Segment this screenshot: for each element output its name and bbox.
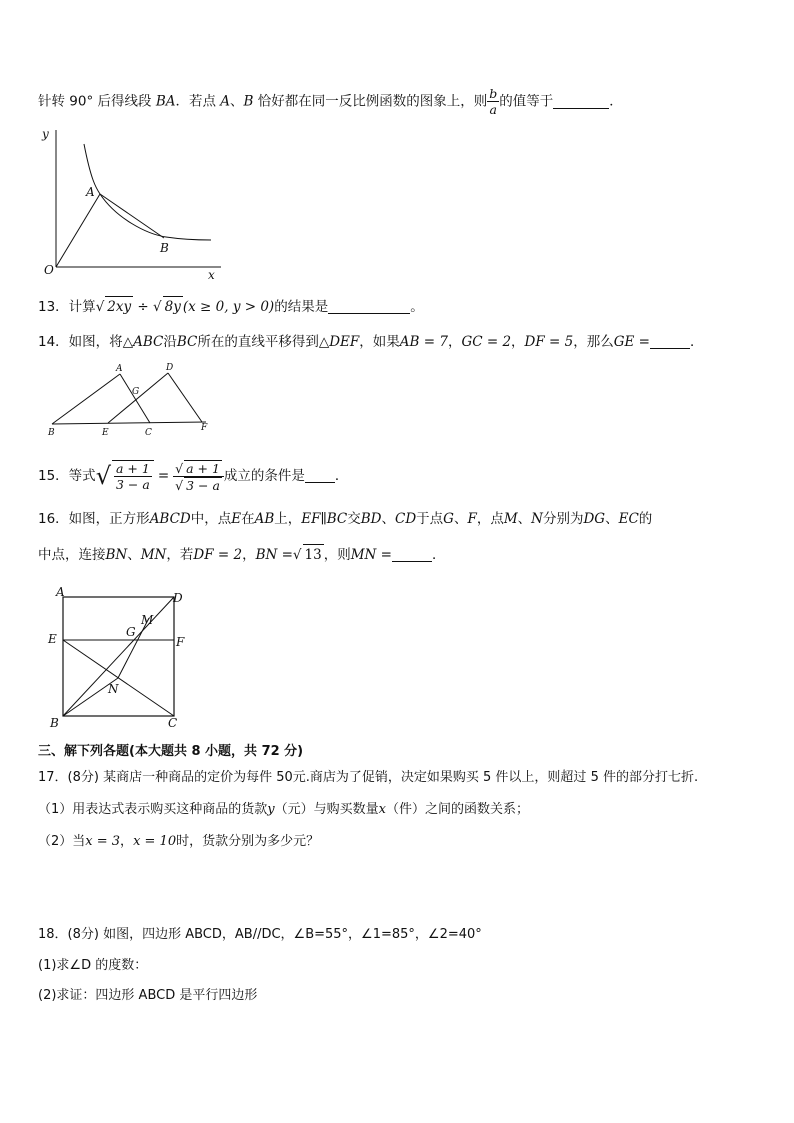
q17-sub-2: [38, 832, 319, 852]
q14-ge: GE =: [613, 334, 650, 350]
q12-text-1: 针转 90° 后得线段: [38, 93, 156, 110]
q12-text-4: 的值等于: [499, 93, 554, 110]
q15-line: [38, 459, 348, 493]
q12-end: ．: [609, 93, 623, 110]
label-a: A: [56, 585, 65, 599]
q16-l2-text-2: ，若: [166, 547, 194, 563]
q17-s1-x: x: [378, 802, 386, 817]
q15-answer-blank[interactable]: [305, 468, 335, 483]
segment-oa: [56, 194, 100, 267]
q16-sep-4: 、: [605, 511, 619, 527]
label-d: D: [166, 363, 174, 373]
q17-s2-text-2: 时，货款分别为多少元？: [176, 834, 320, 849]
q17-s1-y: y: [267, 802, 275, 817]
q16-sep-1: 、: [381, 511, 396, 527]
q16-ec: EC: [618, 511, 639, 527]
q14-comma-1: ，: [447, 334, 462, 350]
q13-radicand-2: 8y: [163, 296, 183, 317]
q15-right-den: 3 − a: [186, 477, 220, 493]
label-n: N: [108, 682, 119, 696]
label-b: B: [50, 716, 59, 730]
label-e: E: [48, 632, 57, 646]
label-b: B: [48, 428, 55, 438]
q13-line: [38, 296, 424, 317]
q16-bn: BN: [105, 547, 128, 563]
q12-point-a: A: [220, 93, 231, 110]
sqrt-sign-icon: √: [292, 547, 302, 563]
q15-end: ．: [334, 468, 349, 484]
q16-ab: AB: [254, 511, 275, 527]
label-a: A: [86, 185, 95, 199]
q16-g: G: [443, 511, 454, 527]
segment-bd: [63, 597, 174, 716]
sqrt-sign-icon: √: [175, 460, 184, 476]
q17-s2-text-1: （2）当: [38, 834, 86, 849]
q17-s2-x3: x = 3: [85, 834, 121, 849]
q14-text-4: ，如果: [359, 334, 400, 350]
q16-text-6: 于点: [416, 511, 444, 527]
q15-left-num: a + 1: [115, 461, 150, 476]
q12-text-3: 恰好都在同一反比例函数的图象上，则: [253, 93, 488, 110]
q15-text-2: 成立的条件是: [223, 468, 305, 484]
base-line-bf: [52, 422, 206, 424]
q16-line-2: [38, 544, 445, 565]
label-d: D: [173, 591, 183, 605]
q15-right-fraction: [173, 460, 224, 493]
q15-left-den: 3 − a: [115, 477, 150, 492]
q16-bd: BD: [360, 511, 382, 527]
q16-mn: MN: [140, 547, 167, 563]
q14-ab: AB = 7: [399, 334, 448, 350]
q14-bc: BC: [176, 334, 198, 350]
q12-sep: 、: [230, 93, 244, 110]
q16-l2-text-1: 中点，连接: [38, 547, 106, 563]
q16-text-9: 的: [638, 511, 653, 527]
q16-bn-eq: BN =: [255, 547, 293, 563]
label-f: F: [201, 423, 208, 433]
q14-figure: [44, 360, 214, 440]
label-c: C: [168, 716, 178, 730]
segment-ab: [100, 194, 164, 238]
q16-sep-3: 、: [517, 511, 532, 527]
q14-text-2: 沿: [163, 334, 177, 350]
q16-text-5: 交: [347, 511, 361, 527]
sqrt-sign-icon: √: [95, 462, 111, 490]
q16-dg: DG: [583, 511, 606, 527]
label-x: x: [208, 268, 215, 280]
q12-fraction-b-over-a: [487, 86, 499, 117]
q16-mn-eq: MN =: [350, 547, 392, 563]
hyperbola-curve: [84, 144, 211, 240]
q12-segment-ba: BA: [155, 93, 176, 110]
q16-text-2: 中，点: [190, 511, 232, 527]
q16-text-1: 16．如图，正方形: [38, 511, 150, 527]
q15-equals: =: [157, 468, 170, 484]
label-f: F: [176, 635, 185, 649]
q14-text-1: 14．如图，将: [38, 334, 123, 350]
q12-figure: [36, 122, 226, 280]
q14-gc: GC = 2: [461, 334, 512, 350]
q15-text-1: 15．等式: [38, 468, 96, 484]
q16-line-1: [38, 509, 652, 529]
q16-l2-text-3: ，则: [323, 547, 351, 563]
q16-text-8: 分别为: [542, 511, 584, 527]
q16-cd: CD: [395, 511, 417, 527]
label-y: y: [42, 127, 49, 141]
sqrt-sign-icon: √: [175, 477, 184, 493]
q16-l2-sep: 、: [127, 547, 141, 563]
q14-triangle-abc: △ABC: [122, 334, 164, 350]
q13-end: 。: [410, 299, 424, 315]
q14-comma-2: ，: [511, 334, 525, 350]
q13-label: 13．计算: [38, 299, 96, 315]
q14-text-5: ，那么: [573, 334, 614, 350]
label-c: C: [145, 428, 152, 438]
q13-answer-blank[interactable]: [328, 299, 410, 314]
q17-sub-1: [38, 800, 529, 820]
q16-square: ABCD: [149, 511, 191, 527]
q13-text: 的结果是: [274, 299, 329, 315]
q12-point-b: B: [243, 93, 254, 110]
q12-frac-den: a: [487, 101, 499, 117]
label-o: O: [44, 263, 54, 277]
label-g: G: [126, 625, 136, 639]
q16-text-4: 上，: [274, 511, 302, 527]
q12-text-2: ．若点: [175, 93, 221, 110]
label-a: A: [116, 364, 123, 374]
q13-condition: (x ≥ 0, y > 0): [182, 299, 275, 315]
q16-sep-2: 、: [453, 511, 468, 527]
q16-l2-comma: ，: [242, 547, 256, 563]
q16-answer-blank[interactable]: [392, 547, 432, 562]
q14-answer-blank[interactable]: [650, 334, 690, 349]
q12-answer-blank[interactable]: [553, 94, 609, 109]
q16-end: ．: [431, 547, 446, 563]
q17-s2-comma: ，: [120, 834, 134, 849]
q15-right-num: a + 1: [186, 460, 220, 476]
q14-df: DF = 5: [524, 334, 574, 350]
q16-e: E: [231, 511, 242, 527]
segment-ed: [108, 373, 168, 423]
q14-end: ．: [689, 334, 704, 350]
q17-stem: 17．(8分) 某商店一种商品的定价为每件 50元.商店为了促销，决定如果购买 5 件以上，则超过 5 件的部分打七折.: [38, 770, 699, 785]
q17-s2-x10: x = 10: [133, 834, 177, 849]
q16-f: F: [467, 511, 477, 527]
q18-sub-1: (1)求∠D 的度数：: [38, 958, 148, 973]
q16-radicand: 13: [303, 544, 324, 565]
sqrt-sign-icon: √: [153, 299, 162, 315]
q14-line: [38, 332, 703, 352]
segment-ac: [120, 374, 150, 423]
segment-df: [168, 373, 202, 422]
q17-s1-text-1: （1）用表达式表示购买这种商品的货款: [38, 802, 268, 817]
q13-radicand-1: 2xy: [105, 296, 133, 317]
q15-left-fraction: [112, 460, 154, 492]
q12-frac-num: b: [489, 86, 498, 101]
label-e: E: [102, 428, 109, 438]
segment-ba: [52, 374, 120, 424]
q12-tail-line: [38, 86, 623, 117]
q18-sub-2: (2)求证：四边形 ABCD 是平行四边形: [38, 988, 258, 1003]
section-3-heading: 三、解下列各题(本大题共 8 小题，共 72 分): [38, 744, 304, 759]
q16-text-3: 在: [241, 511, 255, 527]
q16-text-7: ，点: [476, 511, 504, 527]
q14-text-3: 所在的直线平移得到: [197, 334, 319, 350]
q18-stem: 18．(8分) 如图，四边形 ABCD，AB//DC，∠B=55°，∠1=85°，∠2=40°: [38, 927, 482, 942]
q16-df: DF = 2: [193, 547, 243, 563]
label-b: B: [160, 241, 169, 255]
q17-s1-text-3: （件）之间的函数关系；: [386, 802, 530, 817]
q16-m: M: [503, 511, 518, 527]
label-m: M: [141, 613, 154, 627]
q16-ef-parallel: EF∥BC: [301, 511, 348, 527]
q16-n: N: [531, 511, 543, 527]
q16-figure: [46, 584, 192, 732]
q17-s1-text-2: （元）与购买数量: [274, 802, 379, 817]
q14-triangle-def: △DEF: [318, 334, 360, 350]
label-g: G: [132, 387, 140, 397]
sqrt-sign-icon: √: [95, 299, 105, 315]
q13-divide: ÷: [133, 299, 154, 315]
